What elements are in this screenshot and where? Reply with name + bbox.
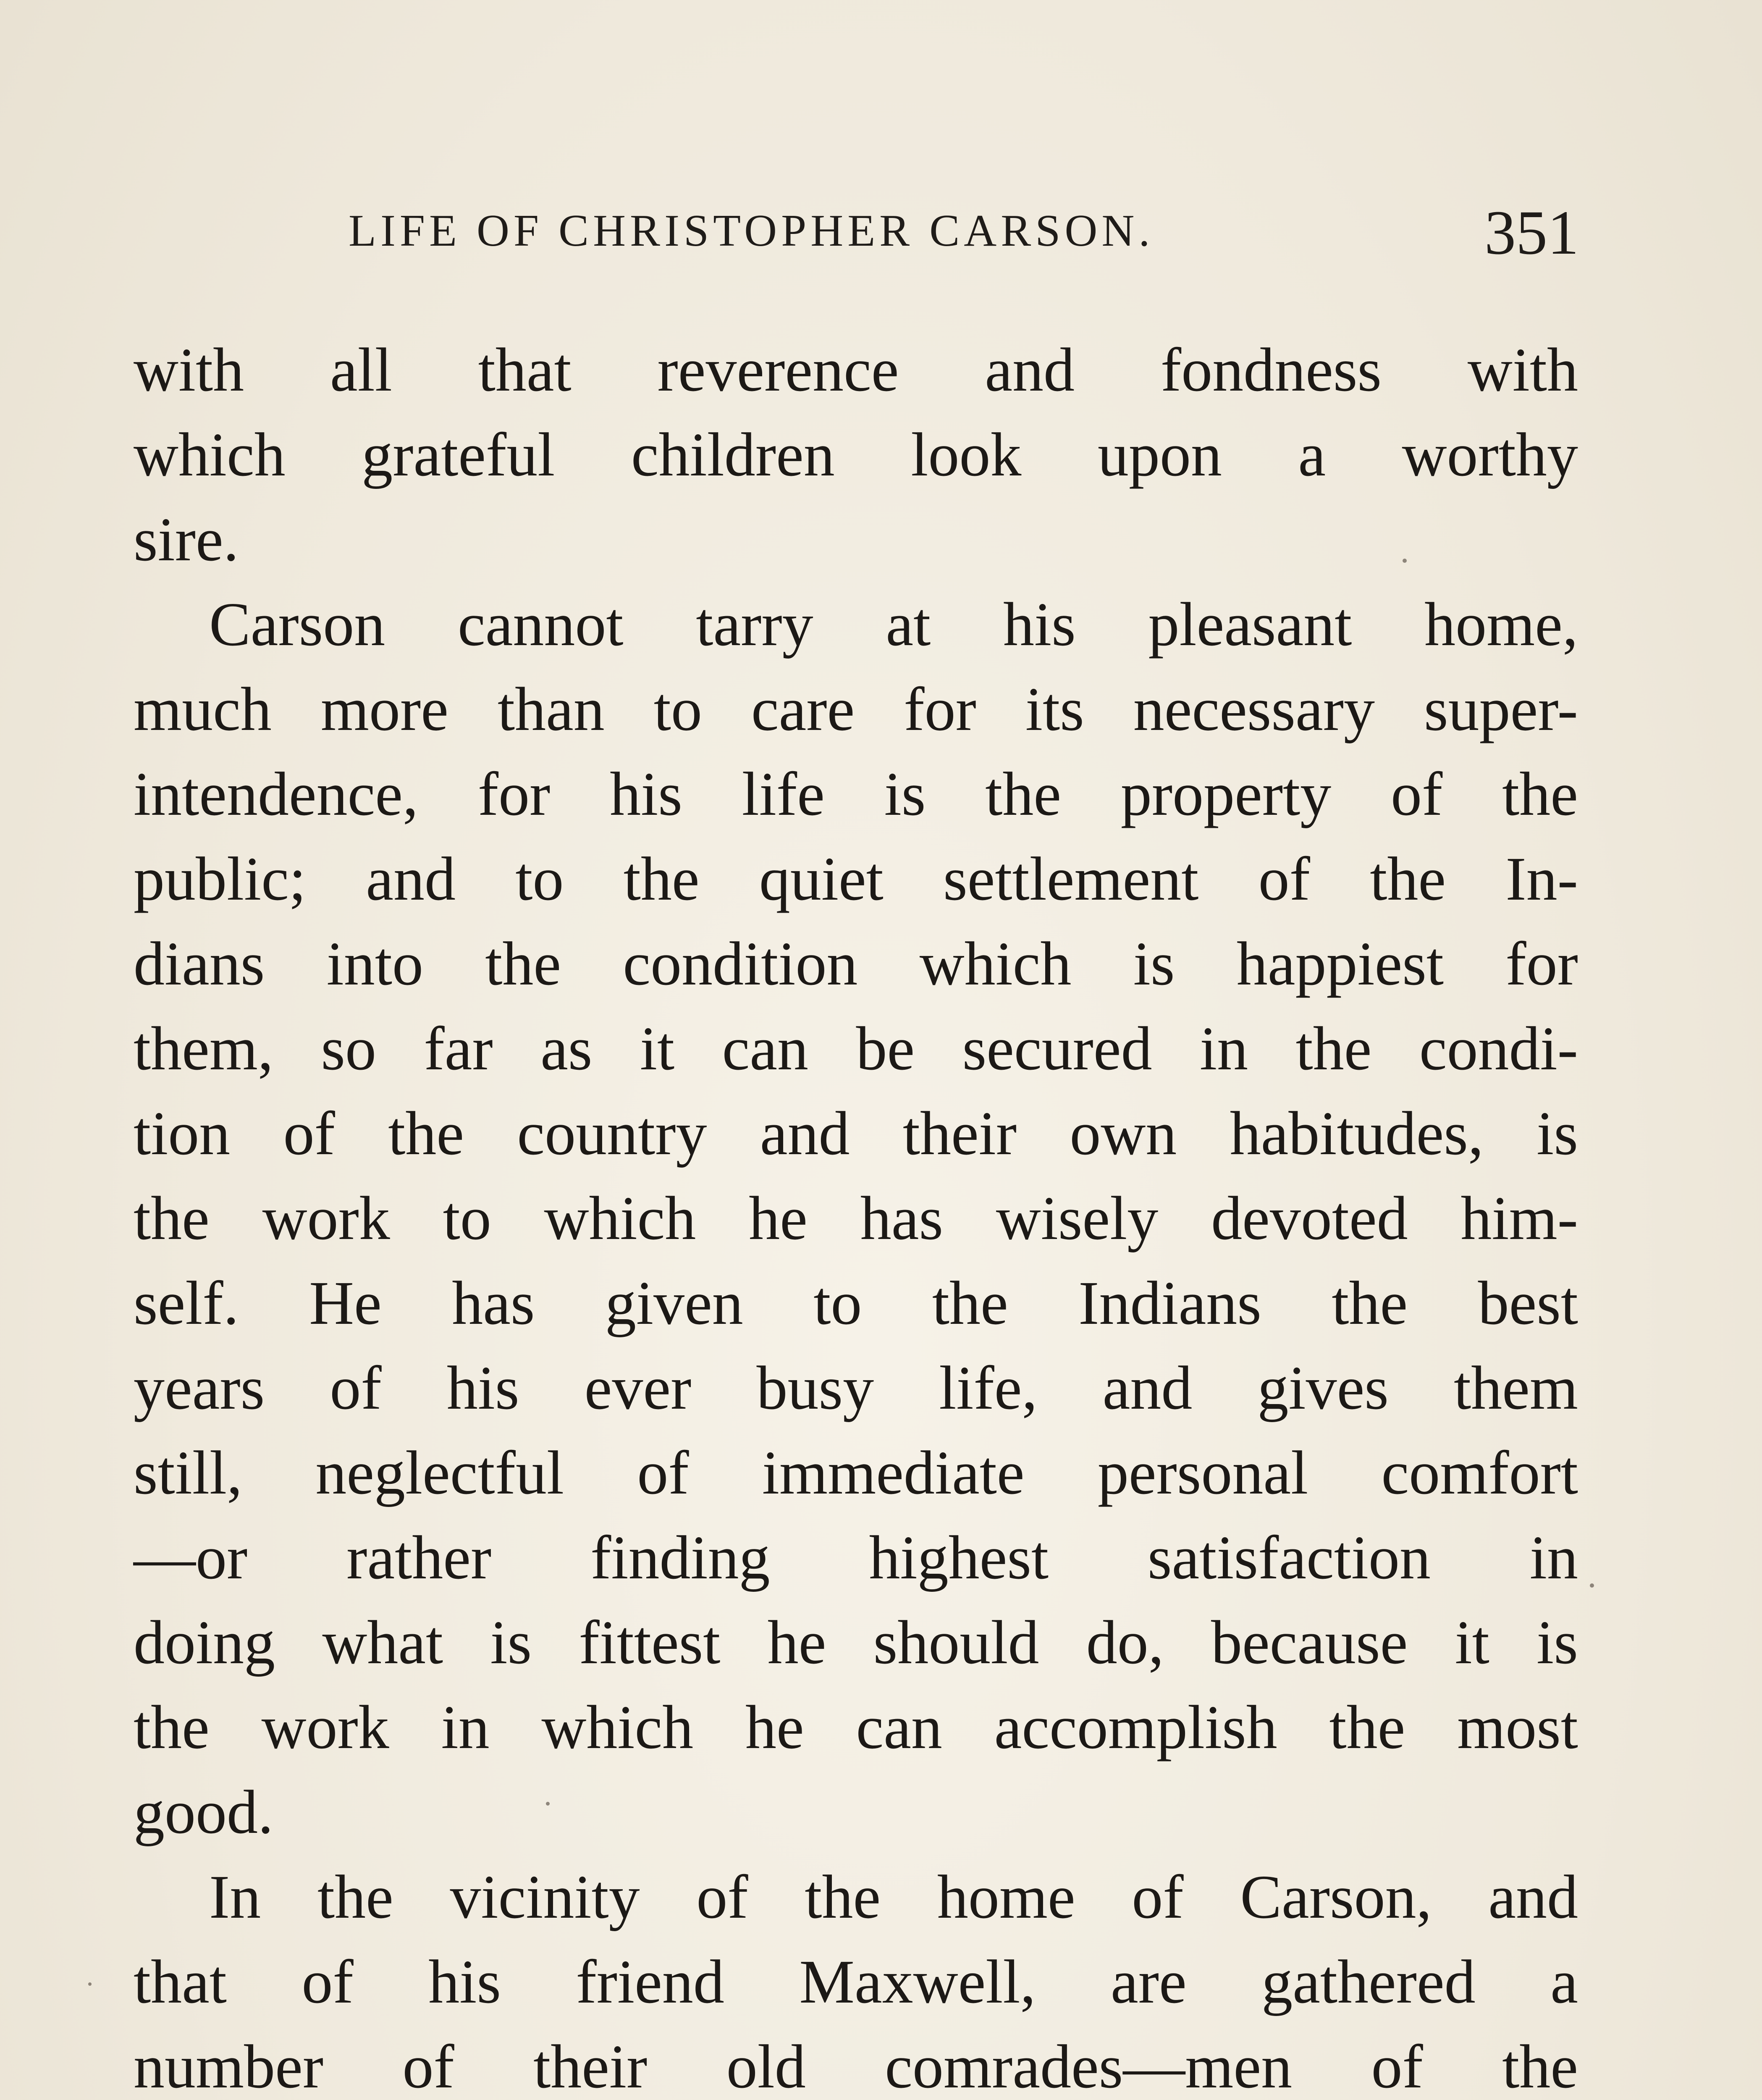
word: work [261, 1693, 389, 1762]
text-line [134, 1006, 1578, 1091]
word: them [1454, 1354, 1578, 1423]
text-line [134, 1261, 1578, 1346]
word: is [1133, 929, 1175, 998]
word: of [1258, 845, 1310, 914]
word: all [330, 336, 392, 404]
word: he [767, 1608, 826, 1677]
word: sire. [134, 505, 239, 574]
word: the [623, 845, 700, 914]
word: the [1332, 1269, 1408, 1338]
word: habitudes, [1230, 1099, 1484, 1168]
word: good. [134, 1778, 273, 1847]
word: Indians [1078, 1269, 1261, 1338]
word: the [932, 1269, 1008, 1338]
word: necessary [1133, 675, 1375, 744]
text-line [134, 412, 1578, 497]
word: is [1537, 1099, 1578, 1168]
word: intendence, [134, 760, 418, 829]
word: settlement [943, 845, 1199, 914]
text-line [134, 1685, 1578, 1770]
word: of [283, 1099, 335, 1168]
word: worthy [1402, 420, 1578, 489]
text-line [134, 1940, 1578, 2024]
text-line [134, 1855, 1578, 1940]
word: of [1371, 2032, 1423, 2100]
word: self. [134, 1269, 239, 1338]
word: of [402, 2032, 454, 2100]
word: the [985, 760, 1062, 829]
word: reverence [657, 336, 899, 404]
word: which [544, 1184, 696, 1253]
word: condition [623, 929, 858, 998]
text-line [134, 921, 1578, 1006]
word: to [813, 1269, 862, 1338]
word: vicinity [450, 1863, 640, 1932]
text-line [134, 1770, 1578, 1855]
word: the [134, 1184, 210, 1253]
word: country [517, 1099, 707, 1168]
word: upon [1097, 420, 1222, 489]
word: more [320, 675, 448, 744]
word: be [856, 1014, 915, 1083]
word: rather [346, 1523, 492, 1592]
word: cannot [458, 590, 624, 659]
text-line [134, 1600, 1578, 1685]
word: home, [1424, 590, 1578, 659]
word: care [751, 675, 855, 744]
word: life [742, 760, 825, 829]
word: tion [134, 1099, 231, 1168]
word: for [904, 675, 976, 744]
word: a [1298, 420, 1326, 489]
word: condi- [1419, 1014, 1578, 1083]
word: that [478, 336, 572, 404]
word: finding [590, 1523, 770, 1592]
word: should [873, 1608, 1039, 1677]
word: can [856, 1693, 942, 1762]
word: ever [584, 1354, 692, 1423]
word: old [726, 2032, 806, 2100]
word: friend [576, 1948, 724, 2016]
word: which [134, 420, 286, 489]
word: fondness [1160, 336, 1382, 404]
word: has [860, 1184, 944, 1253]
word: Maxwell, [799, 1948, 1036, 2016]
word: are [1111, 1948, 1187, 2016]
word: given [605, 1269, 743, 1338]
word: is [490, 1608, 532, 1677]
word: fittest [579, 1608, 721, 1677]
word: in [441, 1693, 490, 1762]
word: than [497, 675, 605, 744]
word: own [1070, 1099, 1177, 1168]
text-line [134, 752, 1578, 837]
word: much [134, 675, 272, 744]
word: what [322, 1608, 443, 1677]
word: the [388, 1099, 464, 1168]
word: for [1505, 929, 1578, 998]
word: has [452, 1269, 535, 1338]
body-text [134, 328, 1578, 2100]
word: that [134, 1948, 227, 2016]
word: highest [869, 1523, 1049, 1592]
word: look [911, 420, 1022, 489]
word: it [640, 1014, 675, 1083]
text-line [134, 1176, 1578, 1261]
word: tarry [696, 590, 813, 659]
word: home [937, 1863, 1075, 1932]
word: happiest [1236, 929, 1444, 998]
word: so [321, 1014, 376, 1083]
word: wisely [996, 1184, 1159, 1253]
word: devoted [1211, 1184, 1408, 1253]
paper-speck [1403, 559, 1407, 563]
word: and [1488, 1863, 1578, 1932]
word: into [326, 929, 423, 998]
word: dians [134, 929, 265, 998]
text-line [134, 837, 1578, 921]
word: their [533, 2032, 648, 2100]
word: and [1102, 1354, 1193, 1423]
word: gives [1257, 1354, 1389, 1423]
word: years [134, 1354, 265, 1423]
word: of [696, 1863, 748, 1932]
word: with [1467, 336, 1578, 404]
word: his [446, 1354, 519, 1423]
word: which [541, 1693, 694, 1762]
word: gathered [1261, 1948, 1476, 2016]
word: work [262, 1184, 390, 1253]
text-line [134, 582, 1578, 667]
word: his [610, 760, 682, 829]
word: in [1529, 1523, 1578, 1592]
page-number: 351 [1484, 198, 1579, 268]
running-head: LIFE OF CHRISTOPHER CARSON. [349, 206, 1154, 256]
word: Carson, [1240, 1863, 1432, 1932]
text-line [134, 328, 1578, 412]
word: accomplish [994, 1693, 1277, 1762]
word: with [134, 336, 244, 404]
word: to [653, 675, 702, 744]
word: personal [1097, 1438, 1308, 1507]
word: to [443, 1184, 491, 1253]
word: immediate [762, 1438, 1025, 1507]
word: he [749, 1184, 808, 1253]
word: the [805, 1863, 881, 1932]
word: a [1550, 1948, 1578, 2016]
word: secured [962, 1014, 1152, 1083]
word: in [1200, 1014, 1248, 1083]
word: He [309, 1269, 382, 1338]
word: doing [134, 1608, 275, 1677]
word: public; [134, 845, 307, 914]
word: far [424, 1014, 493, 1083]
word: the [1329, 1693, 1405, 1762]
word: and [366, 845, 456, 914]
word: In [209, 1863, 261, 1932]
word: his [428, 1948, 501, 2016]
word: as [540, 1014, 593, 1083]
word: best [1478, 1269, 1578, 1338]
text-line [134, 667, 1578, 752]
word: the [1502, 2032, 1578, 2100]
word: the [317, 1863, 393, 1932]
word: he [745, 1693, 804, 1762]
text-line [134, 497, 1578, 582]
word: its [1025, 675, 1084, 744]
text-line [134, 1091, 1578, 1176]
word: busy [756, 1354, 874, 1423]
word: is [884, 760, 926, 829]
word: and [760, 1099, 850, 1168]
word: him- [1460, 1184, 1578, 1253]
word: it [1455, 1608, 1489, 1677]
page-header [349, 197, 1579, 281]
word: them, [134, 1014, 273, 1083]
word: most [1457, 1693, 1578, 1762]
word: comfort [1381, 1438, 1578, 1507]
word: can [722, 1014, 809, 1083]
word: quiet [759, 845, 884, 914]
word: pleasant [1148, 590, 1352, 659]
word: to [515, 845, 564, 914]
word: neglectful [315, 1438, 564, 1507]
word: super- [1424, 675, 1578, 744]
word: Carson [209, 590, 385, 659]
word: children [631, 420, 835, 489]
word: of [330, 1354, 382, 1423]
word: of [637, 1438, 689, 1507]
word: the [1502, 760, 1578, 829]
word: at [886, 590, 931, 659]
word: their [902, 1099, 1017, 1168]
word: and [985, 336, 1075, 404]
word: comrades—men [885, 2032, 1293, 2100]
text-line [134, 1431, 1578, 1515]
paper-speck [1590, 1583, 1594, 1588]
word: which [919, 929, 1072, 998]
word: satisfaction [1147, 1523, 1431, 1592]
word: the [1370, 845, 1446, 914]
word: In- [1505, 845, 1578, 914]
text-line [134, 1346, 1578, 1431]
word: because [1211, 1608, 1408, 1677]
paper-speck [546, 1802, 550, 1806]
word: of [302, 1948, 354, 2016]
word: of [1132, 1863, 1184, 1932]
paper-speck [88, 1982, 92, 1986]
text-line [134, 1515, 1578, 1600]
word: life, [939, 1354, 1038, 1423]
word: —or [134, 1523, 248, 1592]
word: of [1391, 760, 1443, 829]
word: is [1537, 1608, 1578, 1677]
word: grateful [362, 420, 555, 489]
word: number [134, 2032, 324, 2100]
word: for [477, 760, 551, 829]
word: do, [1086, 1608, 1164, 1677]
word: the [1295, 1014, 1372, 1083]
word: property [1120, 760, 1332, 829]
word: still, [134, 1438, 243, 1507]
word: his [1003, 590, 1076, 659]
word: the [485, 929, 561, 998]
word: the [134, 1693, 210, 1762]
text-line [134, 2024, 1578, 2100]
